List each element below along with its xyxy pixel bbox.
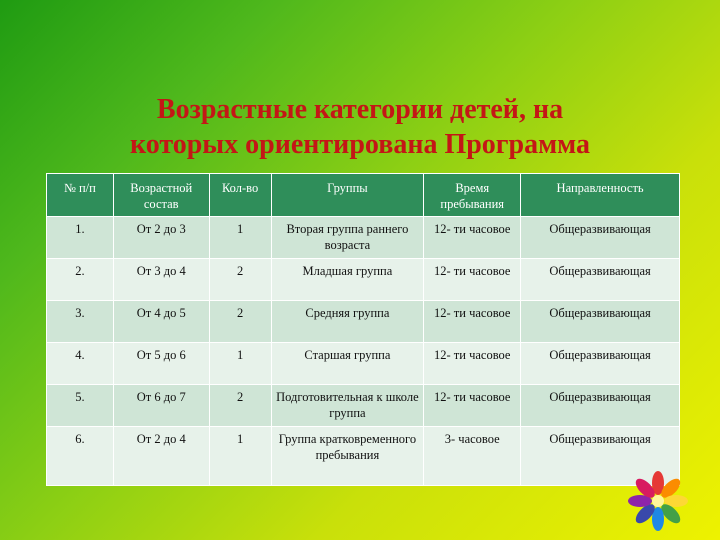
cell-count: 2 <box>209 385 271 427</box>
table-row <box>47 427 680 486</box>
cell-group: Вторая группа раннего возраста <box>271 217 424 259</box>
cell-age: От 3 до 4 <box>113 259 209 301</box>
cell-number: 2. <box>47 259 114 301</box>
cell-direction: Общеразвивающая <box>521 217 680 259</box>
cell-count: 1 <box>209 217 271 259</box>
table-header-row <box>47 174 680 217</box>
table-row <box>47 301 680 343</box>
table-row <box>47 217 680 259</box>
header-count: Кол-во <box>209 174 271 217</box>
header-age: Возрастной состав <box>113 174 209 217</box>
cell-group: Старшая группа <box>271 343 424 385</box>
header-groups: Группы <box>271 174 424 217</box>
cell-number: 5. <box>47 385 114 427</box>
cell-count: 2 <box>209 301 271 343</box>
slide-title <box>0 92 720 162</box>
title-line-2: которых ориентирована Программа <box>129 129 591 160</box>
cell-time: 12- ти часовое <box>424 217 521 259</box>
cell-time: 3- часовое <box>424 427 521 486</box>
cell-age: От 2 до 4 <box>113 427 209 486</box>
cell-age: От 4 до 5 <box>113 301 209 343</box>
cell-group: Подготовительная к школе группа <box>271 385 424 427</box>
cell-count: 2 <box>209 259 271 301</box>
cell-direction: Общеразвивающая <box>521 301 680 343</box>
header-time: Время пребывания <box>424 174 521 217</box>
age-categories-table <box>46 173 680 486</box>
table-row <box>47 385 680 427</box>
cell-time: 12- ти часовое <box>424 259 521 301</box>
cell-age: От 5 до 6 <box>113 343 209 385</box>
title-line-1: Возрастные категории детей, на <box>156 94 564 125</box>
cell-group: Группа кратковременного пребывания <box>271 427 424 486</box>
cell-group: Младшая группа <box>271 259 424 301</box>
cell-time: 12- ти часовое <box>424 385 521 427</box>
cell-time: 12- ти часовое <box>424 343 521 385</box>
cell-direction: Общеразвивающая <box>521 427 680 486</box>
header-direction: Направленность <box>521 174 680 217</box>
cell-group: Средняя группа <box>271 301 424 343</box>
table-row <box>47 343 680 385</box>
cell-direction: Общеразвивающая <box>521 343 680 385</box>
cell-count: 1 <box>209 427 271 486</box>
cell-direction: Общеразвивающая <box>521 385 680 427</box>
header-number: № п/п <box>47 174 114 217</box>
cell-number: 6. <box>47 427 114 486</box>
cell-age: От 2 до 3 <box>113 217 209 259</box>
cell-number: 4. <box>47 343 114 385</box>
cell-number: 3. <box>47 301 114 343</box>
cell-direction: Общеразвивающая <box>521 259 680 301</box>
hands-flower-logo-icon <box>626 470 690 532</box>
cell-number: 1. <box>47 217 114 259</box>
cell-count: 1 <box>209 343 271 385</box>
table-row <box>47 259 680 301</box>
cell-time: 12- ти часовое <box>424 301 521 343</box>
cell-age: От 6 до 7 <box>113 385 209 427</box>
